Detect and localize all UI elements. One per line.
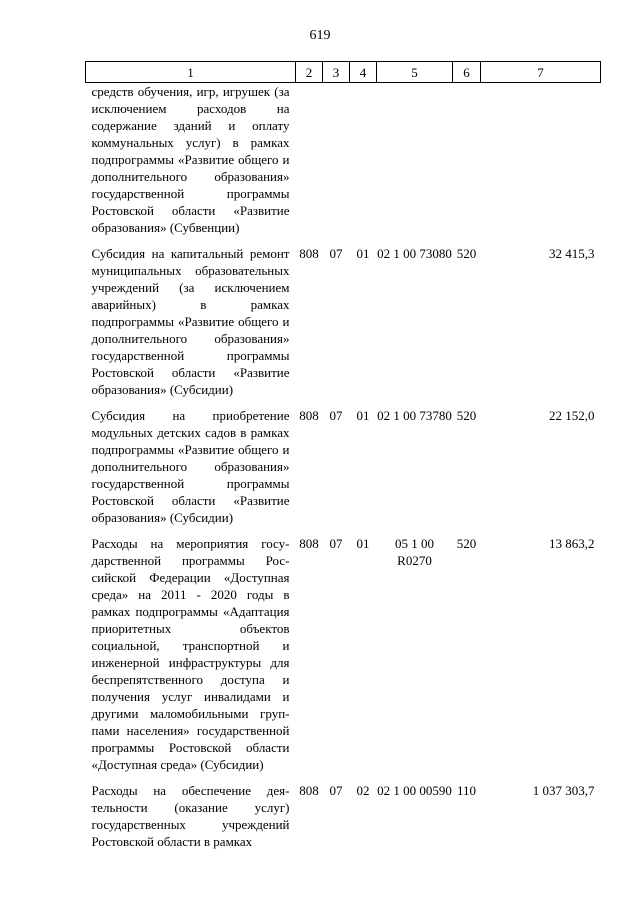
- row-amount: 1 037 303,7: [532, 783, 595, 798]
- row-target-article: [377, 83, 453, 246]
- table-row: [86, 782, 601, 850]
- row-amount: [481, 83, 601, 246]
- row-description: средств обучения, игр, игрушек (за исключением расходов на содержание зданий и оплату коммунальных услуг) в рамках подпрограммы «Развитие общего и дополнительного образования» государственной программы Ростовской области «Развитие образования» (Субвенции): [91, 84, 290, 235]
- row-target-article: 02 1 00 73780: [377, 408, 452, 423]
- row-description: Субсидия на приобретение модульных детских садов в рамках подпрограммы «Развитие общего и дополнительного образования» государственной программы Ростовской области «Развитие образования» (Субсидии): [91, 408, 290, 525]
- row-description: Субсидия на капитальный ремонт муниципальных образовательных учреждений (за исключением аварийных) в рамках подпрограммы «Развитие общего и дополнительного образования» государственной программы Ростовской области «Развитие образования» (Субсидии): [91, 246, 290, 397]
- row-ministry-code: 808: [299, 536, 319, 551]
- row-description: Расходы на мероприятия государственной программы Российской Федерации «Доступная среда» на 2011 - 2020 годы в рамках подпрограммы «Адаптация приоритетных объектов социальной, транспортной и инженерной инфраструктуры для беспрепятственного доступа и получения услуг инвалидами и другими маломобильными группами населения» государственной программы Ростовской области «Доступная среда» (Субсидии): [91, 536, 290, 772]
- row-expense-type: [453, 83, 481, 246]
- row-subsection-code: 01: [356, 408, 370, 423]
- table-row: [86, 245, 601, 407]
- table-row: [86, 535, 601, 782]
- column-header-7: 7: [481, 62, 601, 83]
- row-subsection-code: [350, 83, 377, 246]
- column-header-4: 4: [350, 62, 377, 83]
- column-header-6: 6: [453, 62, 481, 83]
- row-expense-type: 520: [456, 246, 477, 261]
- row-section-code: 07: [329, 783, 343, 798]
- row-description: Расходы на обеспечение деятельности (оказание услуг) государственных учреждений Ростовской области в рамках: [91, 783, 290, 849]
- row-expense-type: 520: [456, 536, 477, 551]
- column-header-5: 5: [377, 62, 453, 83]
- row-expense-type: 110: [456, 783, 477, 798]
- row-target-article: 02 1 00 00590: [377, 783, 452, 798]
- column-header-2: 2: [296, 62, 323, 83]
- row-ministry-code: 808: [299, 408, 319, 423]
- row-ministry-code: [296, 83, 323, 246]
- budget-table: [85, 61, 601, 850]
- row-subsection-code: 02: [356, 783, 370, 798]
- row-target-article: 05 1 00 R0270: [395, 536, 434, 568]
- row-amount: 32 415,3: [549, 246, 595, 261]
- row-amount: 22 152,0: [549, 408, 595, 423]
- row-target-article: 02 1 00 73080: [377, 246, 452, 261]
- header-row: [86, 62, 601, 83]
- table-row: [86, 407, 601, 535]
- row-expense-type: 520: [456, 408, 477, 423]
- row-section-code: 07: [329, 408, 343, 423]
- row-ministry-code: 808: [299, 246, 319, 261]
- row-section-code: 07: [329, 246, 343, 261]
- row-amount: 13 863,2: [549, 536, 595, 551]
- column-header-3: 3: [323, 62, 350, 83]
- row-ministry-code: 808: [299, 783, 319, 798]
- row-section-code: 07: [329, 536, 343, 551]
- table-row: [86, 83, 601, 246]
- row-subsection-code: 01: [356, 536, 370, 551]
- column-header-1: 1: [86, 62, 296, 83]
- row-subsection-code: 01: [356, 246, 370, 261]
- page-number: 619: [309, 28, 331, 43]
- row-section-code: [323, 83, 350, 246]
